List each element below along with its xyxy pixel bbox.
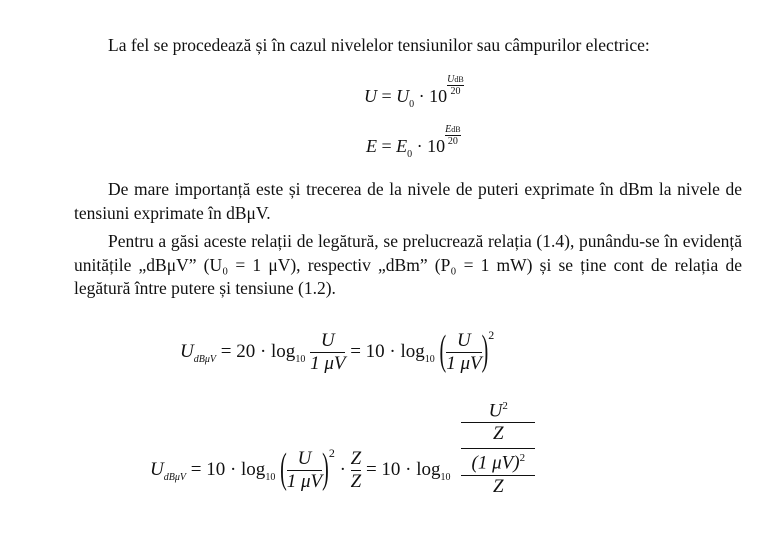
paragraph-intro	[74, 34, 742, 58]
formula4-lhs-sub: dBμV	[163, 472, 186, 484]
formula1-equals: =	[381, 86, 392, 106]
formula3-log-sub-2: 10	[424, 353, 435, 365]
formula-voltage-level	[364, 74, 464, 110]
formula2-times: ·	[416, 136, 423, 156]
formula1-times: ·	[418, 86, 425, 106]
formula2-exp-den: 20	[445, 135, 460, 147]
formula2-base-sub: 0	[407, 149, 413, 160]
formula4-num: U	[297, 448, 312, 470]
formula4-main-bar	[461, 448, 535, 449]
formula3-fraction	[310, 330, 345, 375]
formula4-fraction	[287, 448, 322, 493]
formula3-open-paren: (	[439, 328, 447, 375]
formula4-eq2: = 10 · log	[365, 459, 441, 481]
formula4-big-den-top-sup: 2	[519, 452, 526, 465]
paragraph-relations	[74, 230, 742, 301]
formula4-big-den-bot: Z	[461, 475, 535, 498]
formula3-square: 2	[488, 327, 495, 342]
paragraph-importance	[74, 178, 742, 225]
formula4-lhs: U	[150, 459, 164, 481]
formula4-z-fraction	[351, 448, 362, 493]
formula4-open-paren: (	[280, 446, 287, 493]
formula4-close-paren: )	[322, 446, 329, 493]
formula1-base: U	[396, 86, 410, 106]
formula-dbuv-definition	[180, 327, 495, 375]
formula2-exp-num: E	[445, 124, 452, 135]
formula3-eq1: = 20 · log	[220, 340, 296, 362]
formula4-times: ·	[339, 459, 346, 481]
formula-field-level	[366, 124, 461, 160]
formula3-num-2: U	[457, 330, 471, 351]
formula4-big-den	[461, 452, 535, 497]
formula3-den-2: 1 μV	[446, 353, 482, 374]
formula2-equals: =	[381, 136, 392, 156]
formula4-z-num: Z	[350, 448, 362, 470]
formula3-den: 1 μV	[310, 353, 346, 374]
formula1-exp-num: U	[447, 74, 455, 85]
formula3-close-paren: )	[481, 328, 489, 375]
formula4-big-num-top-sup: 2	[502, 400, 508, 412]
formula-dbuv-impedance	[150, 400, 535, 498]
formula4-big-num-bot: Z	[461, 422, 535, 445]
formula4-eq1: = 10 · log	[190, 459, 266, 481]
formula4-big-den-top: (1 μV)	[471, 452, 520, 474]
formula4-big-fraction	[461, 400, 535, 498]
formula3-lhs: U	[180, 340, 194, 362]
formula3-log-sub: 10	[295, 353, 306, 365]
paragraph-intro-text: La fel se procedează și în cazul nivelelor tensiunilor sau câmpurilor electrice:	[108, 35, 650, 55]
formula1-lhs: U	[364, 86, 377, 106]
formula4-z-den: Z	[350, 471, 362, 493]
formula2-ten: 10	[427, 136, 446, 156]
formula3-fraction-2	[446, 330, 481, 375]
formula3-eq2: = 10 · log	[350, 340, 425, 362]
formula4-den: 1 μV	[286, 471, 323, 493]
formula2-lhs: E	[366, 136, 377, 156]
formula1-base-sub: 0	[409, 99, 415, 110]
formula1-ten: 10	[429, 86, 448, 106]
formula1-exp-den: 20	[447, 85, 464, 97]
formula4-log-sub-2: 10	[440, 472, 451, 484]
formula2-base: E	[396, 136, 408, 156]
formula4-square: 2	[328, 446, 335, 461]
formula4-big-num-top: U	[488, 400, 503, 422]
formula3-lhs-sub: dBμV	[193, 353, 216, 365]
formula4-big-num	[461, 400, 535, 445]
paragraph-importance-text: De mare importanță este și trecerea de la nivele de puteri exprimate în dBm la nivele de tensiuni exprimate în dBμV.	[74, 179, 742, 223]
formula3-num: U	[320, 330, 335, 351]
formula2-exponent	[445, 124, 460, 147]
formula1-exponent	[447, 74, 464, 97]
paragraph-relations-text: Pentru a găsi aceste relații de legătură, se prelucrează relația (1.4), punându-se în evidență unitățile „dBμV” (U₀ = 1 μV), respectiv „dBm” (P₀ = 1 mW) și se ține cont de relația de legătură între putere și tensiune (1.2).	[74, 231, 742, 298]
formula2-exp-num-sub: dB	[451, 125, 461, 134]
formula1-exp-num-sub: dB	[454, 75, 464, 84]
formula4-log-sub: 10	[265, 472, 276, 484]
